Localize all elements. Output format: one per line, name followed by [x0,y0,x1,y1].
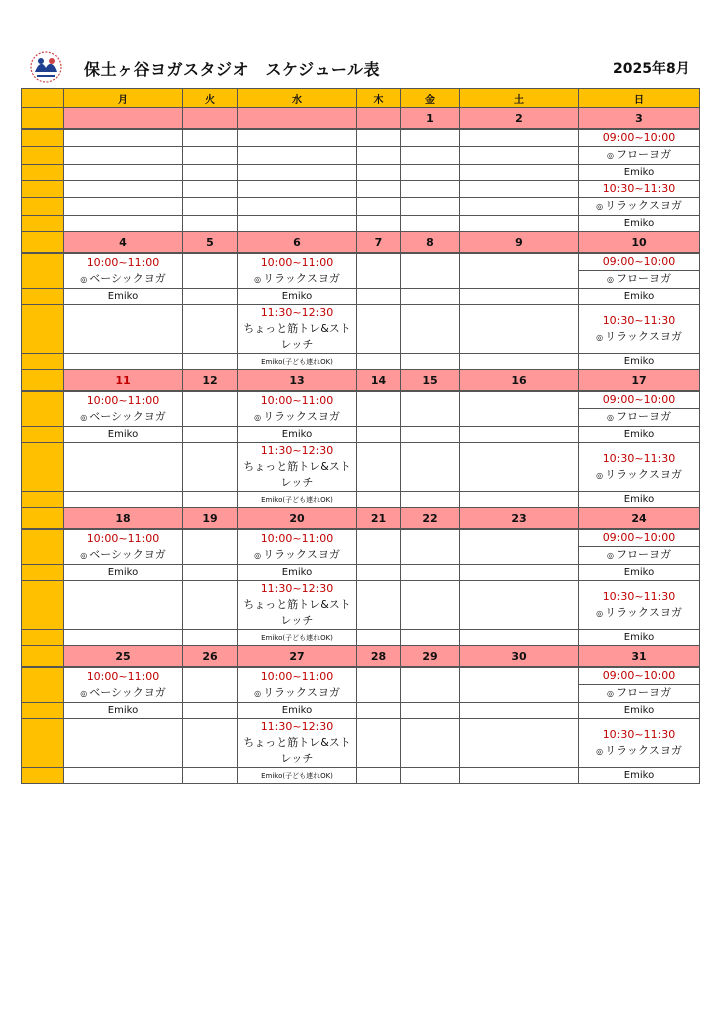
instructor: Emiko [238,427,357,443]
class-cell [238,253,357,289]
class-time: 09:00~10:00 [602,669,676,682]
side-cell [22,508,64,530]
side-cell [22,289,64,305]
instructor: Emiko [579,427,700,443]
date-cell: 29 [401,646,460,668]
class-mark-icon: ◎ [254,688,262,698]
date-cell: 24 [579,508,700,530]
class-mark-icon: ◎ [607,151,614,160]
class-cell [64,391,183,427]
class-cell [64,667,183,703]
class-time: 09:00~10:00 [602,255,676,268]
date-cell [357,108,401,130]
class-cell [579,667,700,685]
side-cell [22,216,64,232]
class-name: ちょっと筋トレ&スト [243,460,351,473]
instructor: Emiko [579,165,700,181]
date-cell: 8 [401,232,460,254]
class-name: ◎ ベーシックヨガ [80,685,166,699]
class-mark-icon: ◎ [80,688,88,698]
class-cell [579,305,700,354]
class-name: ちょっと筋トレ&スト [243,598,351,611]
class-cell [64,529,183,565]
weekday-thu: 木 [357,89,401,108]
date-cell: 13 [238,370,357,392]
class-name: ◎ ベーシックヨガ [80,409,166,423]
date-cell: 4 [64,232,183,254]
date-cell: 31 [579,646,700,668]
side-cell [22,529,64,565]
date-cell: 27 [238,646,357,668]
weekday-wed: 水 [238,89,357,108]
class-name: ◎ ベーシックヨガ [80,271,166,285]
date-row [22,232,700,254]
date-cell [183,108,238,130]
class-cell [579,581,700,630]
instructor: Emiko [579,565,700,581]
class-name-cont: レッチ [280,752,314,765]
instructor: Emiko [579,630,700,646]
weekday-sat: 土 [460,89,579,108]
instructor: Emiko [579,354,700,370]
schedule-period: 2025年8月 [613,61,690,77]
class-mark-icon: ◎ [80,550,88,560]
date-cell: 16 [460,370,579,392]
class-name: ◎ フローヨガ [607,410,671,423]
instructor-note: Emiko(子ども連れOK) [238,768,357,784]
weekday-mon: 月 [64,89,183,108]
date-cell: 9 [460,232,579,254]
class-mark-icon: ◎ [596,470,604,480]
side-cell [22,354,64,370]
class-mark-icon: ◎ [607,275,614,284]
date-cell: 7 [357,232,401,254]
class-time: 09:00~10:00 [602,531,676,544]
weekday-tue: 火 [183,89,238,108]
class-cell [579,271,700,289]
page-title: 保土ヶ谷ヨガスタジオ スケジュール表 [84,60,381,79]
date-cell: 5 [183,232,238,254]
class-name: ◎ フローヨガ [607,148,671,161]
instructor: Emiko [64,703,183,719]
instructor-note: Emiko(子ども連れOK) [238,492,357,508]
side-cell [22,165,64,181]
class-cell [579,391,700,409]
class-time: 10:00~11:00 [260,531,334,545]
class-cell [579,443,700,492]
schedule-table [21,88,700,784]
class-mark-icon: ◎ [607,413,614,422]
class-cell [579,409,700,427]
class-time: 10:00~11:00 [86,669,160,683]
class-name: ◎ リラックスヨガ [596,605,682,619]
class-mark-icon: ◎ [80,412,88,422]
class-mark-icon: ◎ [607,551,614,560]
class-mark-icon: ◎ [254,274,262,284]
class-mark-icon: ◎ [596,332,604,342]
class-name: ◎ リラックスヨガ [254,685,340,699]
side-cell [22,198,64,216]
class-cell [579,529,700,547]
instructor-note: Emiko(子ども連れOK) [238,354,357,370]
side-cell [22,427,64,443]
class-name: ◎ リラックスヨガ [596,199,682,212]
class-time: 11:30~12:30 [260,582,334,595]
date-cell: 25 [64,646,183,668]
class-name-cont: レッチ [280,476,314,489]
class-name-cont: レッチ [280,614,314,627]
date-cell [64,108,183,130]
class-name: ◎ リラックスヨガ [596,329,682,343]
date-cell: 22 [401,508,460,530]
side-cell [22,108,64,130]
weekday-sun: 日 [579,89,700,108]
instructor: Emiko [238,703,357,719]
class-mark-icon: ◎ [596,608,604,618]
class-time: 10:00~11:00 [86,255,160,269]
class-mark-icon: ◎ [80,274,88,284]
class-name: ◎ フローヨガ [607,686,671,699]
date-row [22,646,700,668]
date-cell [238,108,357,130]
side-cell [22,253,64,289]
class-cell [579,719,700,768]
date-cell: 20 [238,508,357,530]
instructor: Emiko [64,427,183,443]
class-cell [238,581,357,630]
class-time: 10:30~11:30 [602,589,676,603]
class-mark-icon: ◎ [607,689,614,698]
class-mark-icon: ◎ [596,202,604,211]
class-cell [579,685,700,703]
date-cell: 21 [357,508,401,530]
class-time: 10:30~11:30 [602,727,676,741]
class-time: 10:30~11:30 [602,451,676,465]
instructor: Emiko [238,289,357,305]
class-cell [238,391,357,427]
date-row [22,108,700,130]
class-name: ◎ リラックスヨガ [254,409,340,423]
weekday-fri: 金 [401,89,460,108]
date-row [22,508,700,530]
instructor: Emiko [579,703,700,719]
side-cell [22,667,64,703]
studio-logo-icon [27,50,65,84]
date-cell: 15 [401,370,460,392]
date-cell: 2 [460,108,579,130]
class-time: 11:30~12:30 [260,444,334,457]
class-cell [238,443,357,492]
class-cell [579,547,700,565]
date-cell: 11 [64,370,183,392]
class-time: 10:00~11:00 [260,255,334,269]
instructor: Emiko [579,289,700,305]
date-cell: 14 [357,370,401,392]
class-name: ◎ フローヨガ [607,272,671,285]
date-cell: 3 [579,108,700,130]
class-cell [238,529,357,565]
instructor: Emiko [64,289,183,305]
side-cell [22,719,64,768]
date-cell: 12 [183,370,238,392]
date-cell: 1 [401,108,460,130]
class-cell [238,719,357,768]
class-cell [64,253,183,289]
instructor: Emiko [238,565,357,581]
date-cell: 17 [579,370,700,392]
instructor: Emiko [64,565,183,581]
class-cell [238,667,357,703]
class-name: ちょっと筋トレ&スト [243,736,351,749]
instructor: Emiko [579,216,700,232]
class-cell [579,253,700,271]
class-cell [238,305,357,354]
class-name: ◎ リラックスヨガ [254,547,340,561]
side-cell [22,492,64,508]
class-time: 10:00~11:00 [260,669,334,683]
class-mark-icon: ◎ [254,550,262,560]
class-time: 10:30~11:30 [602,182,676,195]
date-cell: 6 [238,232,357,254]
class-time: 10:00~11:00 [86,531,160,545]
class-name: ◎ フローヨガ [607,548,671,561]
date-cell: 19 [183,508,238,530]
class-mark-icon: ◎ [254,412,262,422]
class-name: ◎ リラックスヨガ [596,743,682,757]
class-time: 09:00~10:00 [602,131,676,144]
side-cell [22,181,64,198]
class-name-cont: レッチ [280,338,314,351]
class-time: 10:30~11:30 [602,313,676,327]
instructor-note: Emiko(子ども連れOK) [238,630,357,646]
side-cell [22,768,64,784]
side-cell [22,581,64,630]
class-mark-icon: ◎ [596,746,604,756]
class-name: ◎ リラックスヨガ [596,467,682,481]
side-cell [22,129,64,147]
class-name: ◎ ベーシックヨガ [80,547,166,561]
side-cell [22,565,64,581]
class-name: ちょっと筋トレ&スト [243,322,351,335]
class-time: 11:30~12:30 [260,306,334,319]
side-cell [22,232,64,254]
date-cell: 18 [64,508,183,530]
class-time: 10:00~11:00 [86,393,160,407]
side-cell [22,630,64,646]
instructor: Emiko [579,768,700,784]
class-time: 11:30~12:30 [260,720,334,733]
side-cell [22,443,64,492]
date-cell: 26 [183,646,238,668]
date-cell: 10 [579,232,700,254]
date-cell: 28 [357,646,401,668]
weekday-header-row [22,89,700,108]
side-cell [22,147,64,165]
date-cell: 30 [460,646,579,668]
instructor: Emiko [579,492,700,508]
date-cell: 23 [460,508,579,530]
date-row [22,370,700,392]
side-cell [22,646,64,668]
class-time: 09:00~10:00 [602,393,676,406]
class-name: ◎ リラックスヨガ [254,271,340,285]
side-cell [22,370,64,392]
side-cell [22,89,64,108]
side-cell [22,391,64,427]
side-cell [22,703,64,719]
class-time: 10:00~11:00 [260,393,334,407]
side-cell [22,305,64,354]
